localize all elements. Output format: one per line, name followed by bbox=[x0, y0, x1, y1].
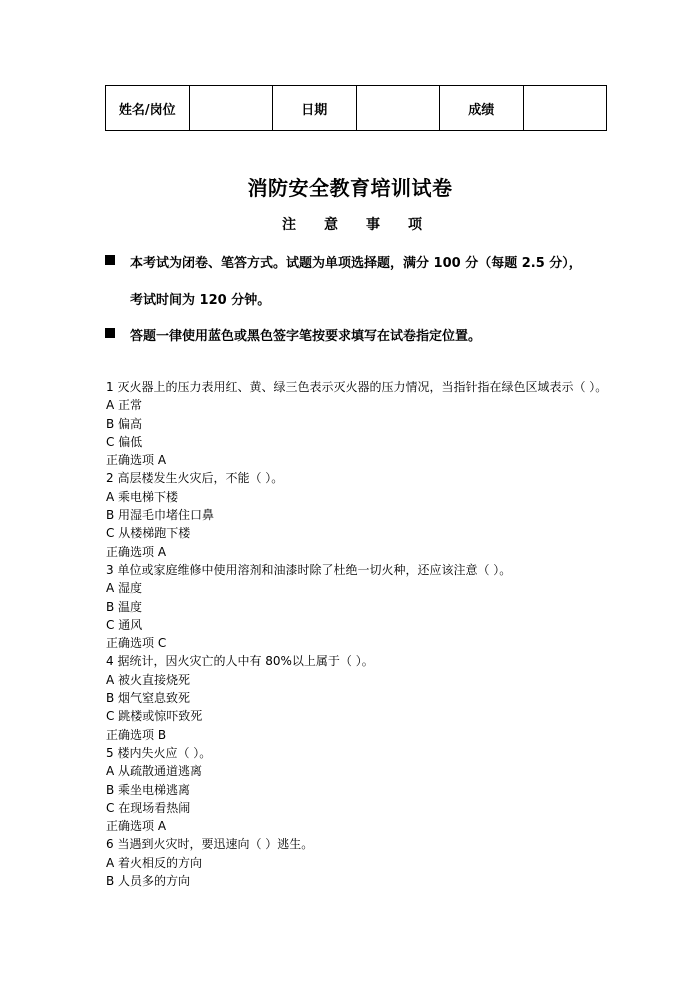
option-c: C 从楼梯跑下楼 bbox=[106, 526, 191, 541]
option-a: A 湿度 bbox=[106, 581, 143, 596]
date-label: 日期 bbox=[273, 86, 357, 131]
option-a: A 乘电梯下楼 bbox=[106, 489, 179, 504]
question-stem: 3 单位或家庭维修中使用溶剂和油漆时除了杜绝一切火种，还应该注意（ ）。 bbox=[106, 562, 512, 577]
rule-text: 考试时间为 120 分钟。 bbox=[130, 293, 271, 308]
question-stem: 6 当遇到火灾时，要迅速向（ ）逃生。 bbox=[106, 837, 314, 852]
question-stem: 5 楼内失火应（ ）。 bbox=[106, 745, 212, 760]
option-c: C 跳楼或惊吓致死 bbox=[106, 709, 203, 724]
score-label: 成绩 bbox=[440, 86, 524, 131]
option-c: C 通风 bbox=[106, 617, 143, 632]
option-a: A 正常 bbox=[106, 398, 143, 413]
question-stem: 1 灭火器上的压力表用红、黄、绿三色表示灭火器的压力情况，当指针指在绿色区域表示（ ）。 bbox=[106, 380, 608, 394]
date-field[interactable] bbox=[356, 86, 440, 131]
correct-answer: 正确选项 A bbox=[106, 544, 167, 559]
option-b: B 偏高 bbox=[106, 416, 143, 431]
rule-text: 答题一律使用蓝色或黑色签字笔按要求填写在试卷指定位置。 bbox=[130, 329, 482, 344]
option-c: C 偏低 bbox=[106, 434, 143, 449]
correct-answer: 正确选项 B bbox=[106, 727, 167, 742]
name-position-label: 姓名/岗位 bbox=[106, 86, 190, 131]
option-b: B 人员多的方向 bbox=[106, 874, 191, 889]
correct-answer: 正确选项 C bbox=[106, 636, 167, 651]
name-position-field[interactable] bbox=[189, 86, 273, 131]
notice-char: 项 bbox=[408, 217, 422, 233]
option-a: A 着火相反的方向 bbox=[106, 855, 203, 870]
notice-char: 意 bbox=[324, 217, 338, 233]
question-list bbox=[106, 378, 666, 890]
notice-char: 事 bbox=[366, 217, 380, 233]
correct-answer: 正确选项 A bbox=[106, 453, 167, 468]
option-b: B 乘坐电梯逃离 bbox=[106, 782, 191, 797]
option-b: B 温度 bbox=[106, 599, 143, 614]
correct-answer: 正确选项 A bbox=[106, 819, 167, 834]
option-b: B 烟气窒息致死 bbox=[106, 691, 191, 706]
square-bullet-icon bbox=[105, 255, 115, 265]
square-bullet-icon bbox=[105, 328, 115, 338]
question-stem: 2 高层楼发生火灾后，不能（ ）。 bbox=[106, 471, 284, 486]
document-title: 消防安全教育培训试卷 bbox=[247, 176, 453, 200]
option-a: A 被火直接烧死 bbox=[106, 672, 191, 687]
notice-heading bbox=[282, 214, 422, 234]
score-field[interactable] bbox=[523, 86, 607, 131]
option-a: A 从疏散通道逃离 bbox=[106, 764, 203, 779]
notice-char: 注 bbox=[282, 217, 296, 233]
option-b: B 用湿毛巾堵住口鼻 bbox=[106, 508, 215, 523]
option-c: C 在现场看热闹 bbox=[106, 800, 191, 815]
rule-text: 本考试为闭卷、笔答方式。试题为单项选择题，满分 100 分（每题 2.5 分）， bbox=[130, 256, 582, 271]
examinee-info-table bbox=[105, 85, 607, 131]
question-stem: 4 据统计，因火灾亡的人中有 80%以上属于（ ）。 bbox=[106, 654, 374, 669]
